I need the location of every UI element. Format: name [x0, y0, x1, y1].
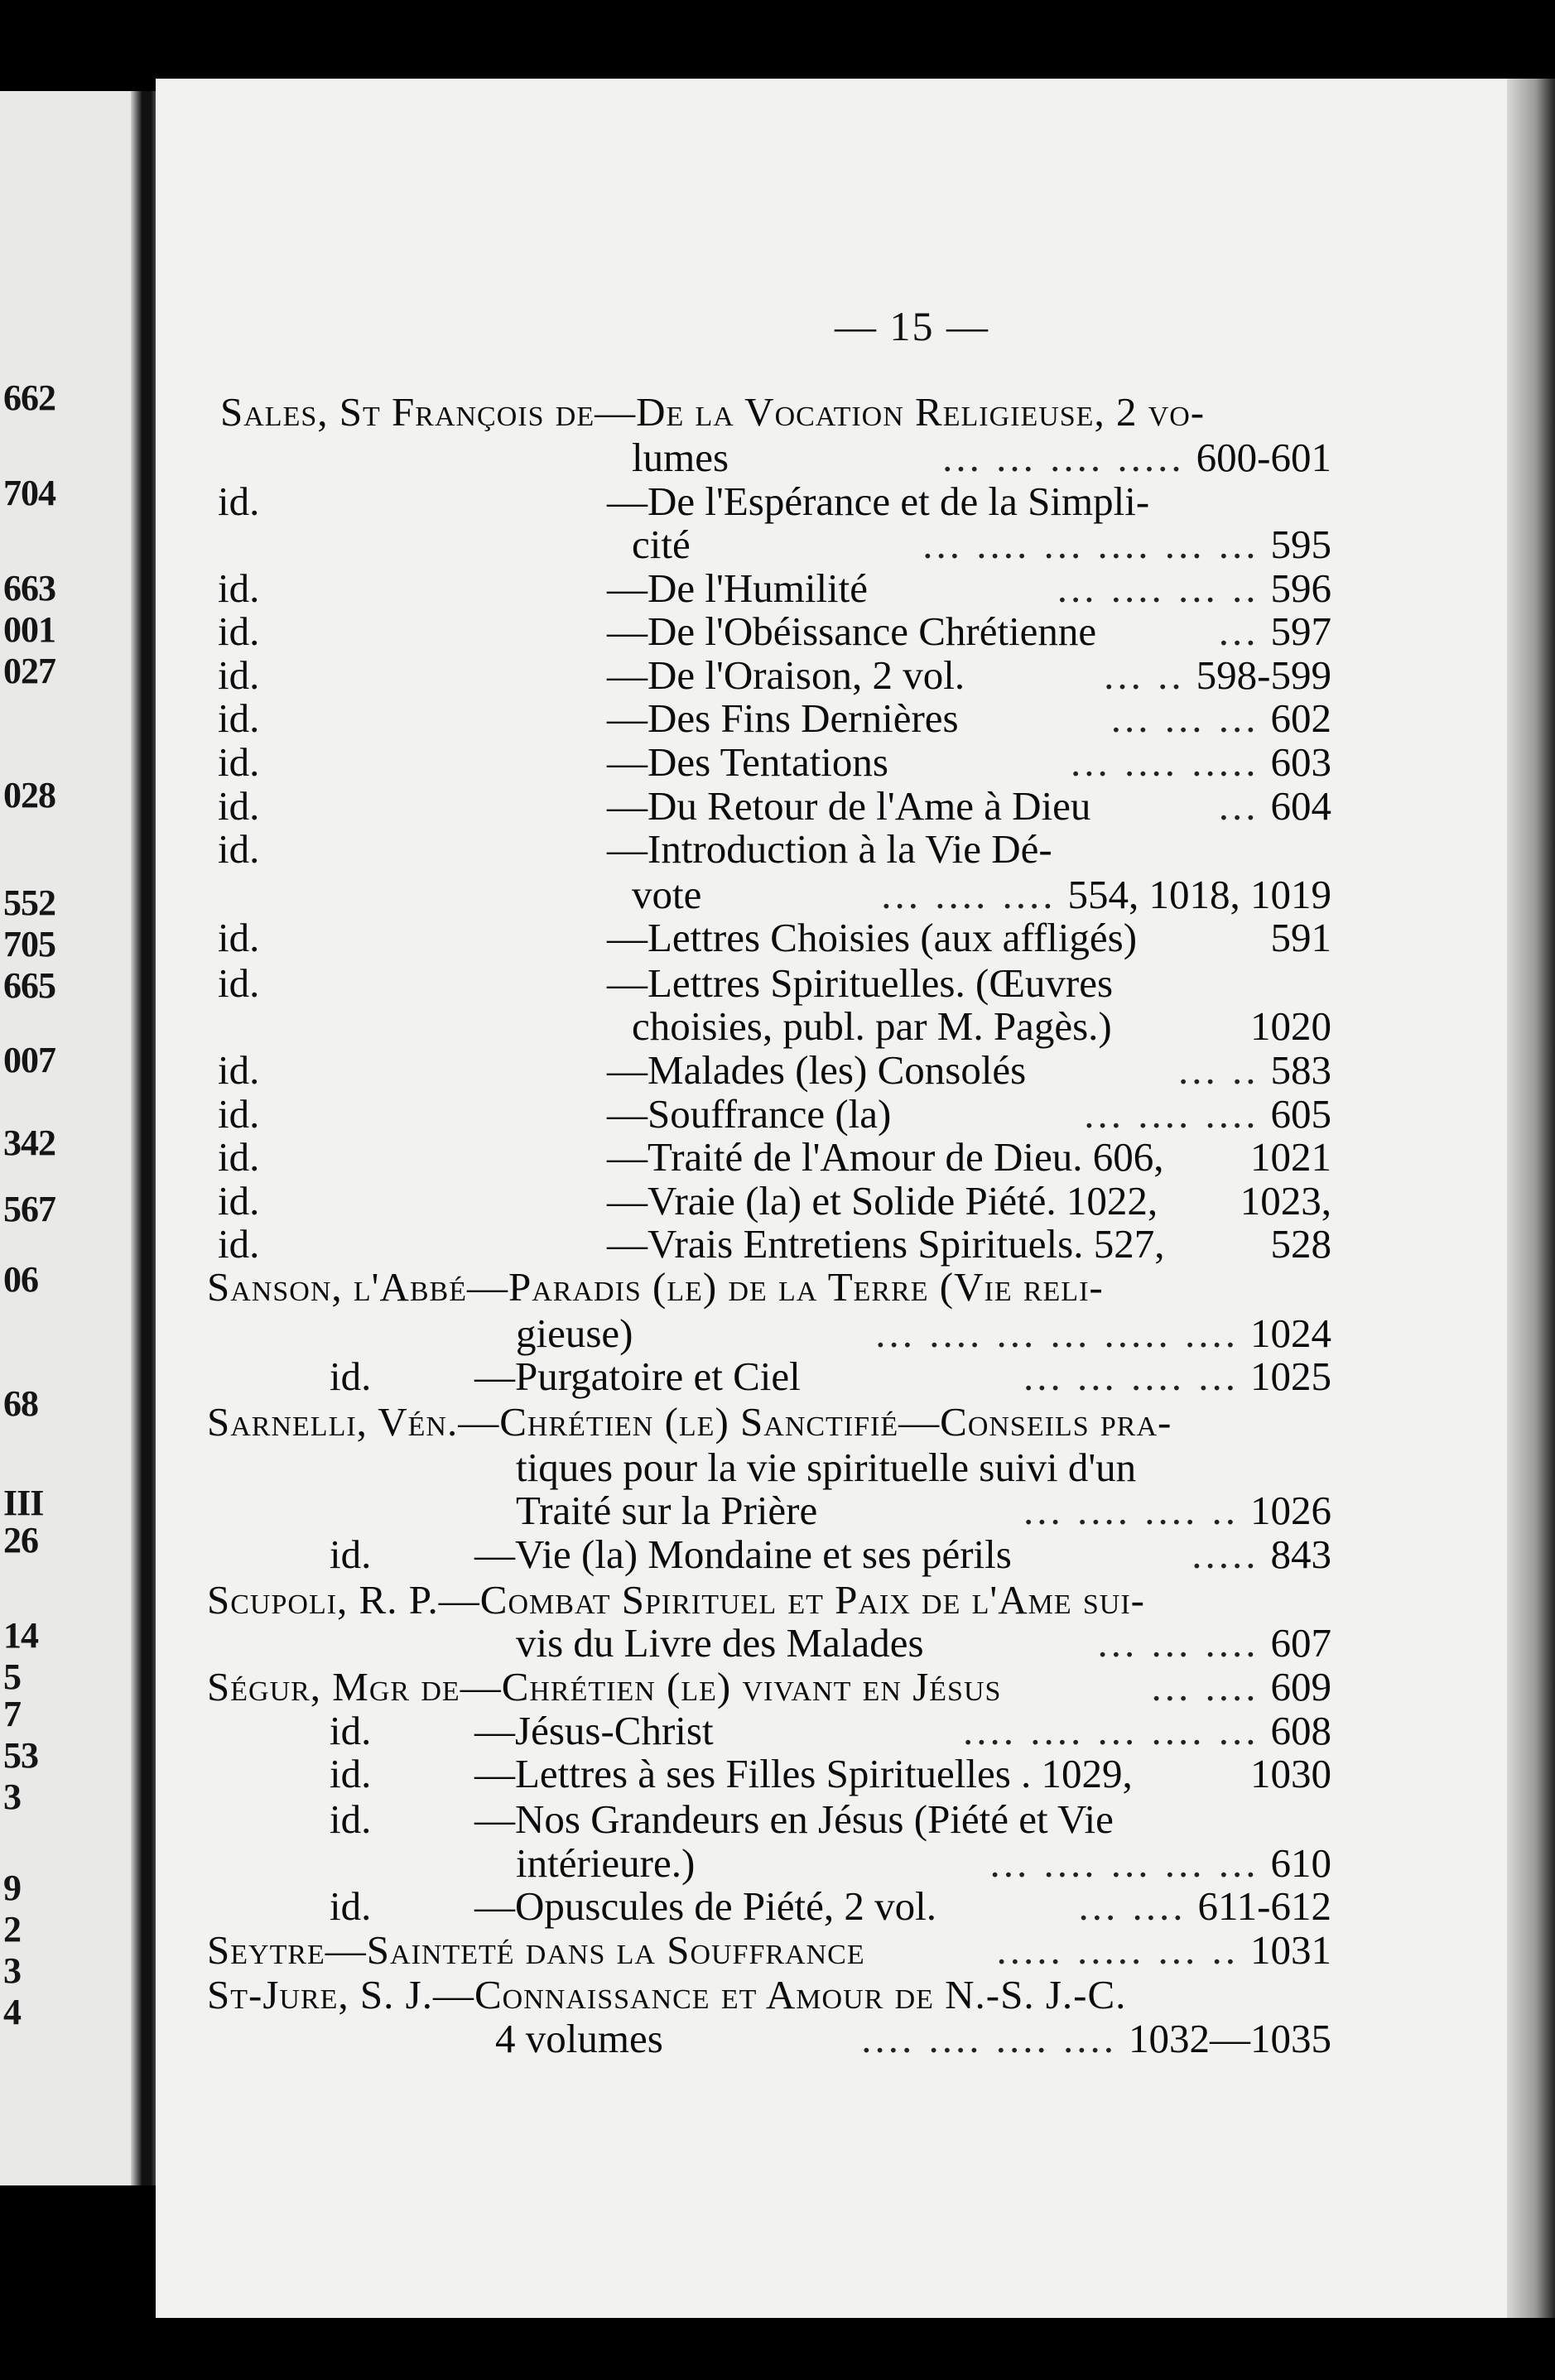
page-reference: 1025 [1250, 1353, 1331, 1399]
leader-dots: ... .... ... .... ... ... [922, 522, 1259, 567]
left-page-number-fragment: 14 [3, 1615, 38, 1656]
entry-title: 4 volumes [495, 2016, 663, 2061]
leader-dots: ... ... ... [1110, 695, 1259, 741]
index-entry-row [156, 1353, 1331, 1400]
ibid-label: id. [218, 565, 260, 611]
entry-title: —Nos Grandeurs en Jésus (Piété et Vie [474, 1796, 1114, 1842]
page-reference: 607 [1270, 1620, 1331, 1666]
ibid-label: id. [218, 826, 260, 872]
entry-title: —Purgatoire et Ciel [474, 1353, 801, 1399]
ibid-label: id. [218, 1221, 260, 1267]
leader-dots: .... .... .... .... [861, 2016, 1117, 2061]
left-page-number-fragment: 705 [3, 924, 55, 964]
index-entry-row [156, 608, 1331, 655]
page-reference: 603 [1270, 739, 1331, 785]
author-name: Scupoli, R. P. —Combat Spirituel et Paix de l'Ame sui- [207, 1577, 1145, 1623]
entry-title: —Introduction à la Vie Dé- [607, 826, 1052, 872]
page-reference: 609 [1270, 1664, 1331, 1709]
entry-title: —Du Retour de l'Ame à Dieu [607, 783, 1091, 829]
index-entry-row [156, 1488, 1331, 1534]
page-reference: 1026 [1250, 1488, 1331, 1533]
entry-title: cité [632, 522, 691, 567]
page-reference: 1024 [1250, 1310, 1331, 1356]
index-entry-row [156, 1751, 1331, 1797]
index-entry-row [156, 1003, 1331, 1050]
leader-dots: ... [1218, 608, 1259, 654]
ibid-label: id. [330, 1353, 372, 1399]
entry-title: lumes [632, 435, 729, 480]
index-entry-row [156, 1664, 1331, 1710]
index-entry-row [156, 435, 1331, 481]
page-reference: 595 [1270, 522, 1331, 567]
index-entry-row [156, 1310, 1331, 1357]
entry-title: —Combat Spirituel et Paix de l'Ame sui- [438, 1577, 1145, 1623]
left-page-number-fragment: 342 [3, 1123, 55, 1163]
index-entry-row [156, 1927, 1331, 1974]
ibid-label: id. [330, 1883, 372, 1929]
index-entry-row [156, 1047, 1331, 1094]
left-page-number-fragment: 001 [3, 609, 55, 650]
entry-title: —Souffrance (la) [607, 1091, 892, 1137]
index-entry-row [156, 1883, 1331, 1930]
leader-dots: ... .... .... [1084, 1091, 1259, 1137]
entry-title: —Malades (les) Consolés [607, 1047, 1027, 1093]
entry-title: —De l'Obéissance Chrétienne [607, 608, 1097, 654]
page-reference: 605 [1270, 1091, 1331, 1137]
left-page-number-fragment: 5 [3, 1656, 21, 1697]
leader-dots: ... ... .... [1097, 1620, 1259, 1666]
index-entry-row [156, 652, 1331, 699]
page-reference: 596 [1270, 565, 1331, 611]
entry-title: —Opuscules de Piété, 2 vol. [474, 1883, 936, 1929]
author-name: Sales, St François de —De la Vocation Religieuse, 2 vo- [220, 389, 1206, 435]
ibid-label: id. [218, 915, 260, 960]
left-page-number-fragment: 552 [3, 882, 55, 923]
page-reference: 1021 [1250, 1134, 1331, 1180]
leader-dots: ... .... ... ... ... [989, 1840, 1259, 1886]
entry-title: tiques pour la vie spirituelle suivi d'un [516, 1445, 1137, 1490]
page-reference: 608 [1270, 1708, 1331, 1753]
left-page-number-fragment: 007 [3, 1040, 55, 1080]
entry-title: —Chrétien (le) Sanctifié—Conseils pra- [458, 1399, 1172, 1445]
index-entry-row [156, 1577, 1331, 1623]
index-entry-row [156, 1178, 1331, 1224]
index-entry-row [156, 1221, 1331, 1267]
entry-title: —Vraie (la) et Solide Piété. 1022, [607, 1178, 1158, 1224]
leader-dots: ... .... [1151, 1664, 1259, 1709]
left-page-number-fragment: 2 [3, 1909, 21, 1950]
entry-title: Traité sur la Prière [516, 1488, 818, 1533]
ibid-label: id. [218, 1091, 260, 1137]
leader-dots: ... .... ... ... ..... .... [875, 1310, 1239, 1356]
author-name: Seytre —Sainteté dans la Souffrance [207, 1927, 865, 1973]
ibid-label: id. [218, 478, 260, 524]
entry-title: —De la Vocation Religieuse, 2 vo- [595, 389, 1206, 435]
leader-dots: ... .... .... [881, 872, 1057, 917]
leader-dots: ... .... ... .. [1057, 565, 1259, 611]
page-reference: 597 [1270, 608, 1331, 654]
leader-dots: .... .... ... .... ... [963, 1708, 1259, 1753]
leader-dots: ... .. [1178, 1047, 1259, 1093]
page-reference: 611-612 [1197, 1883, 1331, 1929]
left-page-number-fragment: 704 [3, 473, 55, 513]
index-entry-row [156, 1399, 1331, 1445]
left-page-fragment [0, 91, 142, 2185]
index-entry-row [156, 1531, 1331, 1578]
ibid-label: id. [218, 783, 260, 829]
left-page-number-fragment: 027 [3, 651, 55, 691]
author-name: St-Jure, S. J. —Connaissance et Amour de N.-S. J.-C. [207, 1972, 1127, 2017]
ibid-label: id. [330, 1531, 372, 1577]
index-entry-row [156, 1840, 1331, 1887]
page-reference: 600-601 [1196, 435, 1331, 480]
index-entry-row [156, 915, 1331, 961]
page-reference: 602 [1270, 695, 1331, 741]
left-page-number-fragment: 26 [3, 1520, 38, 1560]
index-entry-row [156, 739, 1331, 786]
ibid-label: id. [330, 1796, 372, 1842]
author-name: Ségur, Mgr de —Chrétien (le) vivant en Jésus [207, 1664, 1002, 1709]
index-entry-row [156, 1091, 1331, 1137]
leader-dots: ... .. [1104, 652, 1185, 698]
left-page-number-fragment: 3 [3, 1777, 21, 1817]
index-entry-row [156, 1972, 1331, 2018]
index-entry-row [156, 783, 1331, 829]
index-entry-row [156, 872, 1331, 918]
left-page-number-fragment: 3 [3, 1950, 21, 1991]
ibid-label: id. [330, 1708, 372, 1753]
left-page-number-fragment: 567 [3, 1189, 55, 1229]
entry-title: —Traité de l'Amour de Dieu. 606, [607, 1134, 1164, 1180]
ibid-label: id. [218, 1047, 260, 1093]
page-reference: 1030 [1250, 1751, 1331, 1796]
page-reference: 1032—1035 [1129, 2016, 1331, 2061]
left-page-number-fragment: 9 [3, 1868, 21, 1908]
book-page [156, 79, 1507, 2326]
page-reference: 583 [1270, 1047, 1331, 1093]
entry-title: —De l'Oraison, 2 vol. [607, 652, 965, 698]
leader-dots: ... [1218, 783, 1259, 829]
ibid-label: id. [218, 960, 260, 1006]
entry-title: —Sainteté dans la Souffrance [325, 1927, 865, 1973]
ibid-label: id. [218, 608, 260, 654]
left-page-number-fragment: 665 [3, 965, 55, 1006]
left-page-number-fragment: 68 [3, 1383, 38, 1424]
ibid-label: id. [218, 1178, 260, 1224]
index-entry-row [156, 826, 1331, 873]
index-entry-row [156, 1796, 1331, 1843]
page-reference: 598-599 [1196, 652, 1331, 698]
page-reference: 604 [1270, 783, 1331, 829]
index-entry-row [156, 522, 1331, 568]
entry-title: —De l'Espérance et de la Simpli- [607, 478, 1150, 524]
leader-dots: ... .... [1078, 1883, 1187, 1929]
entry-title: vote [632, 872, 702, 917]
page-reference: 843 [1270, 1531, 1331, 1577]
left-page-number-fragment: 4 [3, 1992, 21, 2032]
left-page-number-fragment: 028 [3, 775, 55, 815]
ibid-label: id. [218, 1134, 260, 1180]
entry-title: vis du Livre des Malades [516, 1620, 924, 1666]
entry-title: —De l'Humilité [607, 565, 869, 611]
index-entry-row [156, 478, 1331, 525]
index-entry-row [156, 389, 1331, 435]
page-reference: 1020 [1250, 1003, 1331, 1049]
index-entry-row [156, 1620, 1331, 1666]
index-entry-row [156, 1445, 1331, 1491]
left-page-number-fragment: 06 [3, 1259, 38, 1300]
entry-title: —Lettres Spirituelles. (Œuvres [607, 960, 1114, 1006]
leader-dots: ... ... .... ..... [942, 435, 1185, 480]
index-entry-row [156, 565, 1331, 612]
entry-title: —Des Fins Dernières [607, 695, 959, 741]
author-name: Sanson, l'Abbé —Paradis (le) de la Terre (Vie reli- [207, 1264, 1104, 1310]
index-entry-row [156, 960, 1331, 1007]
index-entry-row [156, 1708, 1331, 1754]
leader-dots: ... .... ..... [1071, 739, 1259, 785]
leader-dots: ... ... .... ... [1023, 1353, 1239, 1399]
entry-title: —Vrais Entretiens Spirituels. 527, [607, 1221, 1165, 1267]
page-reference: 554, 1018, 1019 [1067, 872, 1331, 917]
left-page-number-fragment: 7 [3, 1694, 21, 1734]
entry-title: —Des Tentations [607, 739, 888, 785]
entry-title: —Connaissance et Amour de N.-S. J.-C. [432, 1972, 1127, 2017]
page-reference: 528 [1270, 1221, 1331, 1267]
entry-title: —Paradis (le) de la Terre (Vie reli- [466, 1264, 1104, 1310]
index-entry-row [156, 695, 1331, 742]
entry-title: —Lettres Choisies (aux affligés) [607, 915, 1138, 960]
entry-title: intérieure.) [516, 1840, 696, 1886]
ibid-label: id. [218, 695, 260, 741]
ibid-label: id. [218, 739, 260, 785]
page-edge-right [1507, 79, 1555, 2326]
entry-title: —Vie (la) Mondaine et ses périls [474, 1531, 1012, 1577]
page-number: — 15 — [835, 303, 989, 349]
page-reference: 1023, [1240, 1178, 1331, 1224]
ibid-label: id. [330, 1751, 372, 1796]
left-page-number-fragment: III [3, 1483, 44, 1523]
entry-title: gieuse) [516, 1310, 633, 1356]
index-entry-row [156, 1134, 1331, 1180]
index-entry-row [156, 2016, 1331, 2062]
page-gutter [131, 91, 156, 2185]
leader-dots: ..... ..... ... .. [996, 1927, 1239, 1973]
entry-title: choisies, publ. par M. Pagès.) [632, 1003, 1112, 1049]
ibid-label: id. [218, 652, 260, 698]
leader-dots: ..... [1192, 1531, 1259, 1577]
entry-title: —Lettres à ses Filles Spirituelles . 1029, [474, 1751, 1133, 1796]
author-name: Sarnelli, Vén. —Chrétien (le) Sanctifié—Conseils pra- [207, 1399, 1172, 1445]
entry-title: —Chrétien (le) vivant en Jésus [460, 1664, 1002, 1709]
page-reference: 610 [1270, 1840, 1331, 1886]
bottom-shadow [156, 2318, 1555, 2380]
left-page-number-fragment: 53 [3, 1735, 38, 1776]
page-reference: 591 [1270, 915, 1331, 960]
index-entry-row [156, 1264, 1331, 1310]
page-reference: 1031 [1250, 1927, 1331, 1973]
left-page-number-fragment: 662 [3, 377, 55, 418]
left-page-number-fragment: 663 [3, 568, 55, 608]
leader-dots: ... .... .... .. [1023, 1488, 1239, 1533]
entry-title: —Jésus-Christ [474, 1708, 714, 1753]
